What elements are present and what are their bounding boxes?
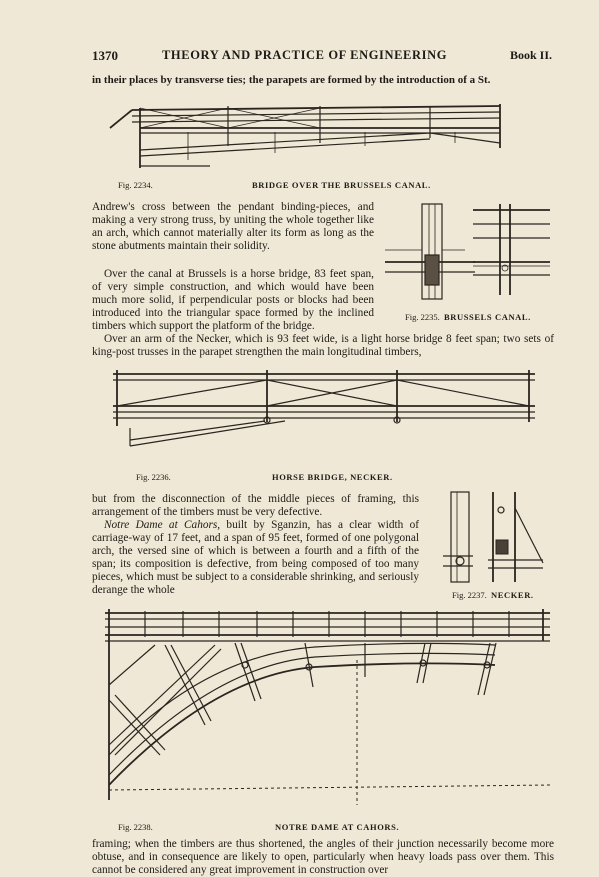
figure-2237-drawing	[443, 488, 553, 588]
page-number: 1370	[92, 48, 118, 63]
running-title: THEORY AND PRACTICE OF ENGINEERING	[162, 48, 448, 62]
figure-2235-drawing	[385, 200, 555, 305]
fig-2235-title: BRUSSELS CANAL.	[443, 312, 531, 322]
paragraph-1: in their places by transverse ties; the parapets are formed by the introduction of a St.	[92, 74, 491, 86]
paragraph-6-lead: Notre Dame at Cahors,	[104, 519, 221, 531]
fig-2237-caption	[452, 590, 534, 600]
figure-2236-drawing	[105, 366, 545, 450]
paragraph-2: Andrew's cross between the pendant binding-pieces, and making a very strong truss, by uniting the whole together like an arch, which cannot materially alter its form as long as the stone abutments maintain their solidity.	[92, 201, 374, 252]
figure-2234-drawing	[110, 98, 530, 173]
paragraph-3: Over the canal at Brussels is a horse bridge, 83 feet span, of very simple construction, and which would have been much more solid, if perpendicular posts or blocks had been introduced into the triangular space formed by the inclined timbers which support the platform of the bridge.	[92, 268, 374, 332]
fig-2234-title: BRIDGE OVER THE BRUSSELS CANAL.	[252, 180, 431, 190]
fig-2238-title: NOTRE DAME AT CAHORS.	[275, 822, 400, 832]
figure-2238-drawing	[95, 605, 560, 820]
fig-2237-title: NECKER.	[490, 590, 534, 600]
fig-2235-caption	[405, 312, 531, 322]
fig-2235-label: Fig. 2235.	[405, 312, 440, 322]
book-label: Book II.	[509, 48, 552, 62]
fig-2234-label: Fig. 2234.	[118, 180, 153, 190]
running-header	[92, 48, 552, 68]
fig-2237-label: Fig. 2237.	[452, 590, 487, 600]
paragraph-4: Over an arm of the Necker, which is 93 feet wide, is a light horse bridge 8 feet span; two sets of king-post trusses in the parapet strengthen the main longitudinal timbers,	[92, 333, 554, 358]
paragraph-5: but from the disconnection of the middle pieces of framing, this arrangement of the timbers must be very defective.	[92, 493, 419, 518]
paragraph-6-body: built by Sganzin, has a clear width of carriage-way of 17 feet, and a span of 95 feet, formed of one polygonal arch, the versed sine of which is between a fourth and a fifth of the span; its composition is defective, from being composed of too many pieces, which must be subject to a considerable shrinking, and seriously derange the whole	[92, 519, 420, 596]
paragraph-7: framing; when the timbers are thus shortened, the angles of their junction necessarily become more obtuse, and in consequence are likely to open, particularly when heavy loads pass over them. This cannot be considered any great improvement in construction over	[92, 838, 554, 876]
fig-2236-title: HORSE BRIDGE, NECKER.	[272, 472, 393, 482]
paragraph-6	[92, 519, 419, 597]
fig-2238-label: Fig. 2238.	[118, 822, 153, 832]
fig-2236-label: Fig. 2236.	[136, 472, 171, 482]
